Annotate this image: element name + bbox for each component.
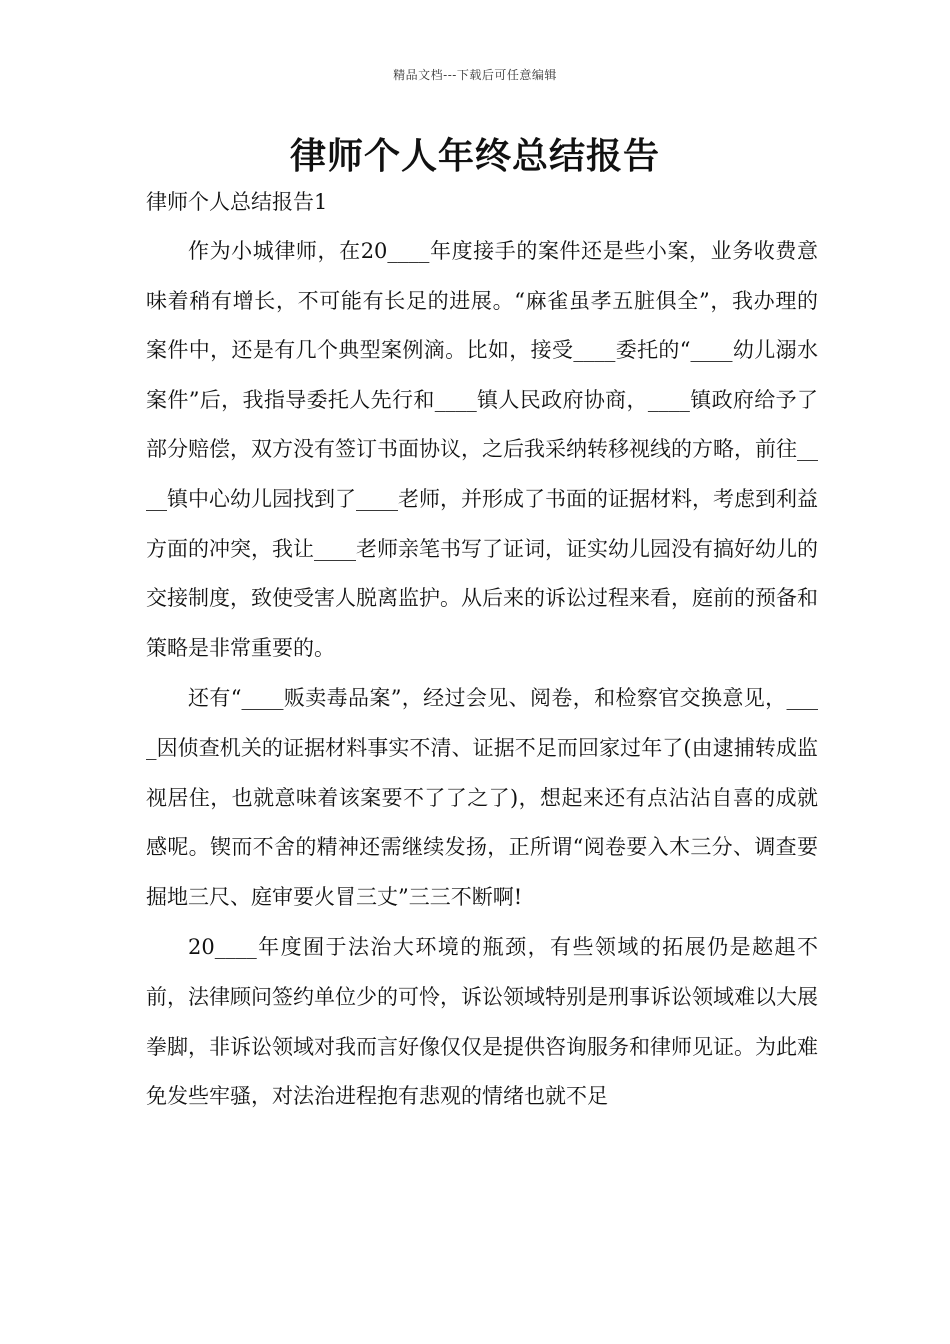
paragraph-1: 作为小城律师，在20____年度接手的案件还是些小案，业务收费意味着稍有增长，不可能有长足的进展。“麻雀虽孝五脏俱全”，我办理的案件中，还是有几个典型案例滴。比如，接受____委托的“____幼儿溺水案件”后，我指导委托人先行和____镇人民政府协商，____镇政府给予了部分赔偿，双方没有签订书面协议，之后我采纳转移视线的方略，前往____镇中心幼儿园找到了____老师，并形成了书面的证据材料，考虑到利益方面的冲突，我让____老师亲笔书写了证词，证实幼儿园没有搞好幼儿的交接制度，致使受害人脱离监护。从后来的诉讼过程来看，庭前的预备和策略是非常重要的。 <box>146 239 818 660</box>
paragraph-3: 20____年度囿于法治大环境的瓶颈，有些领域的拓展仍是趑趄不前，法律顾问签约单位少的可怜，诉讼领域特别是刑事诉讼领域难以大展拳脚，非诉讼领域对我而言好像仅仅是提供咨询服务和律师见证。为此难免发些牢骚，对法治进程抱有悲观的情绪也就不足 <box>146 935 818 1109</box>
document-title: 律师个人年终总结报告 <box>289 135 660 177</box>
body-text <box>146 227 818 1122</box>
header-note: 精品文档---下载后可任意编辑 <box>393 68 557 82</box>
section-subtitle: 律师个人总结报告1 <box>146 190 328 214</box>
paragraph-2: 还有“____贩卖毒品案”，经过会见、阅卷，和检察官交换意见，____因侦查机关的证据材料事实不清、证据不足而回家过年了(由逮捕转成监视居住，也就意味着该案要不了了之了)，想起来还有点沾沾自喜的成就感呢。锲而不舍的精神还需继续发扬，正所谓“阅卷要入木三分、调查要掘地三尺、庭审要火冒三丈”三三不断啊! <box>146 686 818 909</box>
